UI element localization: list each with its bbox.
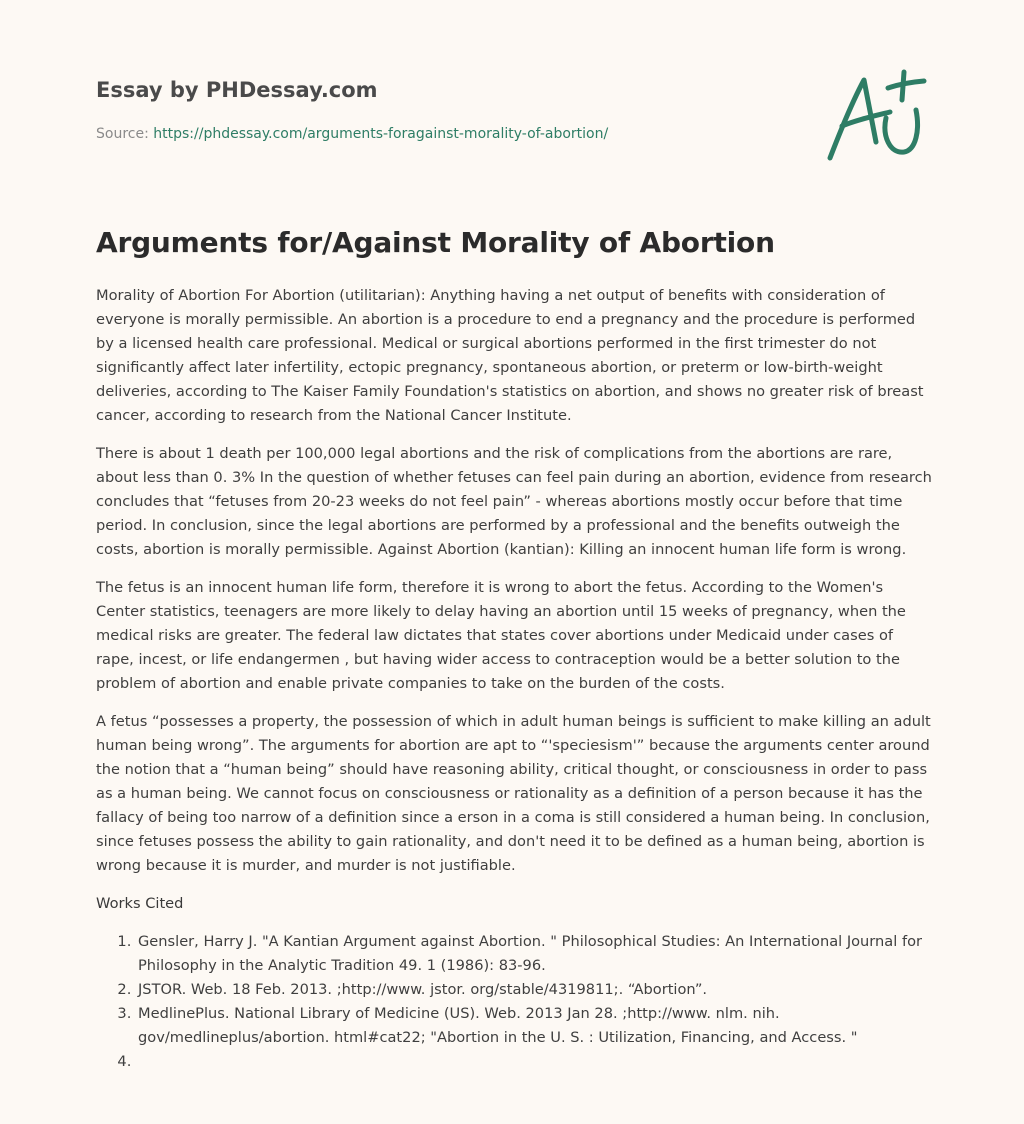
site-brand: Essay by PHDessay.com	[96, 78, 378, 102]
header	[96, 78, 608, 142]
article-body	[96, 284, 932, 1074]
paragraph: There is about 1 death per 100,000 legal abortions and the risk of complications from the abortions are rare, about less than 0. 3% In the question of whether fetuses can feel pain during an abortion, evidence from research concludes that “fetuses from 20-23 weeks do not feel pain” - whereas abortions mostly occur before that time period. In conclusion, since the legal abortions are performed by a professional and the benefits outweigh the costs, abortion is morally permissible. Against Abortion (kantian): Killing an innocent human life form is wrong.	[96, 445, 932, 558]
paragraph: Morality of Abortion For Abortion (utilitarian): Anything having a net output of benefits with consideration of everyone is morally permissible. An abortion is a procedure to end a pregnancy and the procedure is performed by a licensed health care professional. Medical or surgical abortions performed in the first trimester do not significantly affect later infertility, ectopic pregnancy, spontaneous abortion, or preterm or low-birth-weight deliveries, according to The Kaiser Family Foundation's statistics on abortion, and shows no greater risk of breast cancer, according to research from the National Cancer Institute.	[96, 287, 924, 424]
source-label: Source:	[96, 126, 149, 142]
citation-item: 3. MedlinePlus. National Library of Medicine (US). Web. 2013 Jan 28. ;http://www. nlm. nih. gov/medlineplus/abortion. html#cat22; "Abortion in the U. S. : Utilization, Financing, and Access. "	[136, 1002, 932, 1050]
citation-item: 1. Gensler, Harry J. "A Kantian Argument against Abortion. " Philosophical Studies: An International Journal for Philosophy in the Analytic Tradition 49. 1 (1986): 83-96.	[136, 930, 932, 978]
citation-item	[136, 1050, 932, 1074]
paragraph: A fetus “possesses a property, the possession of which in adult human beings is sufficient to make killing an adult human being wrong”. The arguments for abortion are apt to “'speciesism'” because the arguments center around the notion that a “human being” should have reasoning ability, critical thought, or consciousness in order to pass as a human being. We cannot focus on consciousness or rationality as a definition of a person because it has the fallacy of being too narrow of a definition since a erson in a coma is still considered a human being. In conclusion, since fetuses possess the ability to gain rationality, and don't need it to be defined as a human being, abortion is wrong because it is murder, and murder is not justifiable.	[96, 713, 931, 874]
source-link[interactable]: https://phdessay.com/arguments-foragainst-morality-of-abortion/	[153, 126, 609, 142]
a-plus-logo-icon	[818, 66, 930, 166]
paragraph: The fetus is an innocent human life form, therefore it is wrong to abort the fetus. According to the Women's Center statistics, teenagers are more likely to delay having an abortion until 15 weeks of pregnancy, when the medical risks are greater. The federal law dictates that states cover abortions under Medicaid under cases of rape, incest, or life endangermen , but having wider access to contraception would be a better solution to the problem of abortion and enable private companies to take on the burden of the costs.	[96, 579, 906, 692]
works-cited-heading: Works Cited	[96, 895, 184, 912]
citation-item: 2. JSTOR. Web. 18 Feb. 2013. ;http://www. jstor. org/stable/4319811;. “Abortion”.	[136, 978, 932, 1002]
works-cited-list	[96, 930, 932, 1074]
source-line	[96, 126, 608, 142]
page-title: Arguments for/Against Morality of Abortion	[96, 226, 775, 259]
